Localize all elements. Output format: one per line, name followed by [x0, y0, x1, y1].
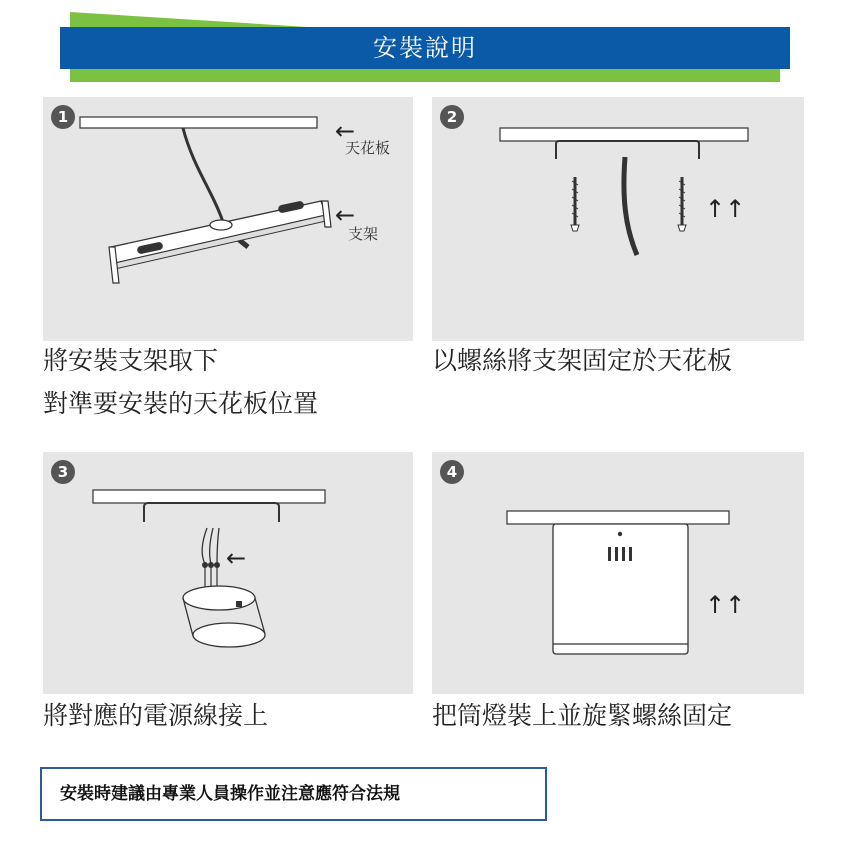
screw-right [678, 177, 686, 231]
ceiling-board [93, 490, 325, 503]
mounting-bracket [556, 141, 699, 159]
step-1-caption-line-2: 對準要安裝的天花板位置 [43, 389, 319, 418]
ceiling-board [507, 511, 729, 524]
mounting-bracket [144, 503, 279, 522]
up-arrows: ↑↑ [705, 591, 746, 619]
step-1-caption-line-1: 將安裝支架取下 [43, 346, 219, 375]
step-4-badge: 4 [440, 460, 464, 484]
step-2-illustration [432, 97, 804, 341]
page-title: 安裝說明 [60, 27, 790, 69]
step-2-panel [432, 97, 804, 341]
wire-arrow: ← [226, 544, 247, 572]
step-4-panel [432, 452, 804, 694]
power-cable [183, 128, 223, 222]
bracket-label: 支架 [348, 225, 379, 243]
ceiling-board [80, 117, 317, 128]
power-cable [624, 157, 637, 255]
step-4-caption: 把筒燈裝上並旋緊螺絲固定 [432, 701, 733, 730]
step-1-panel [43, 97, 413, 341]
screw-left [571, 177, 579, 231]
bracket-leg-right [322, 201, 331, 227]
wire-connector-1 [202, 562, 208, 568]
power-wires [202, 528, 219, 564]
downlight-body [553, 524, 688, 654]
step-3-caption: 將對應的電源線接上 [43, 701, 269, 730]
step-3-panel [43, 452, 413, 694]
bracket-center-hole [210, 220, 232, 230]
ceiling-label: 天花板 [345, 139, 391, 157]
step-2-badge: 2 [440, 105, 464, 129]
step-4-illustration [432, 452, 804, 694]
step-1-badge: 1 [51, 105, 75, 129]
step-2-caption: 以螺絲將支架固定於天花板 [432, 346, 733, 375]
driver-box [183, 586, 265, 647]
step-1-illustration [43, 97, 413, 341]
ceiling-board [500, 128, 748, 141]
wire-connector-3 [214, 562, 220, 568]
ceiling-arrow: ← [335, 117, 356, 145]
safety-notice: 安裝時建議由專業人員操作並注意應符合法規 [40, 767, 547, 821]
bracket-arrow: ← [335, 201, 356, 229]
up-arrows: ↑↑ [705, 195, 746, 223]
wire-connector-2 [208, 562, 214, 568]
step-3-illustration [43, 452, 413, 694]
step-3-badge: 3 [51, 460, 75, 484]
